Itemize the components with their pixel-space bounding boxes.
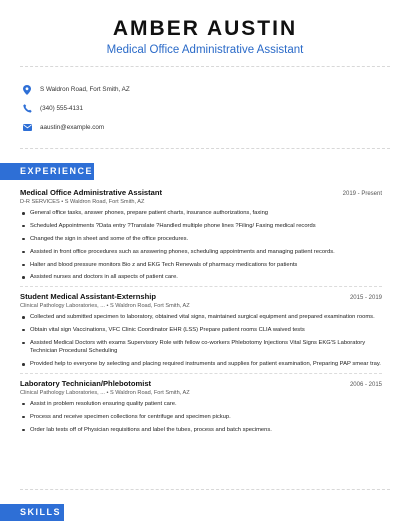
job-entry: [20, 292, 382, 369]
phone-icon: [22, 104, 32, 114]
skills-section-heading: SKILLS: [0, 504, 64, 521]
experience-list: [20, 188, 382, 434]
contact-address-row: [22, 80, 382, 99]
map-pin-icon: [22, 85, 32, 95]
job-bullet: Obtain vital sign Vaccinations, VFC Clinic Coordinator EHR (LSS) Prepare patient rooms CLIA waived tests: [20, 326, 382, 335]
job-bullet: Process and receive specimen collections for centrifuge and specimen pickup.: [20, 413, 382, 422]
job-bullets: [20, 400, 382, 434]
mail-icon: [22, 123, 32, 133]
job-bullet: Provided help to everyone by selecting and placing required instruments and supplies for patient examination, Preparing PAP smear tray.: [20, 360, 382, 369]
contact-email: aaustin@example.com: [40, 124, 105, 131]
job-bullet: Assist in problem resolution ensuring quality patient care.: [20, 400, 382, 409]
job-title: Medical Office Administrative Assistant: [20, 188, 163, 197]
job-bullets: [20, 313, 382, 369]
job-bullet: Halter and blood pressure monitors Bio z and EKG Tech Renewals of pharmacy medications for patients: [20, 261, 382, 270]
job-bullet: Collected and submitted specimen to laboratory, obtained vital signs, maintained surgical equipment and prepared examination rooms.: [20, 313, 382, 322]
job-dates: 2019 - Present: [342, 191, 382, 197]
job-bullet: Changed the sign in sheet and some of the office procedures.: [20, 235, 382, 244]
contact-divider: [20, 148, 390, 149]
resume-header: [0, 0, 410, 56]
candidate-name: AMBER AUSTIN: [112, 17, 298, 40]
job-company: Clinical Pathology Laboratories, ... • S Waldron Road, Fort Smith, AZ: [20, 303, 190, 310]
contact-email-row: [22, 118, 382, 137]
job-title: Student Medical Assistant-Externship: [20, 292, 157, 302]
job-dates: 2015 - 2019: [349, 295, 382, 302]
job-bullet: General office tasks, answer phones, prepare patient charts, insurance authorizations, faxing: [20, 209, 382, 218]
job-bullet: Assisted Medical Doctors with exams Supervisory Role with fellow co-workers Phlebotomy Injections Vital Signs EKG'S Laboratory Technician Procedural Scheduling: [20, 339, 382, 356]
contact-phone-row: [22, 99, 382, 118]
job-entry: [20, 188, 382, 282]
job-dates: 2006 - 2015: [349, 381, 382, 388]
job-bullet: Assisted in front office procedures such as answering phones, scheduling appointments and managing patient records.: [20, 248, 382, 257]
job-divider: [20, 373, 382, 374]
header-divider: [20, 66, 390, 67]
job-bullet: Scheduled Appointments ?Data entry ?Translate ?Handled multiple phone lines ?Filing/ Faxing medical records: [20, 222, 382, 231]
job-bullet: Assisted nurses and doctors in all aspects of patient care.: [20, 273, 382, 282]
experience-section-heading: EXPERIENCE: [0, 163, 94, 180]
job-bullet: Order lab tests off of Physician requisitions and label the tubes, process and batch specimens.: [20, 426, 382, 435]
skills-divider: [20, 489, 390, 490]
job-entry: [20, 379, 382, 434]
contact-phone: (340) 555-4131: [40, 105, 84, 112]
job-title: Laboratory Technician/Phlebotomist: [20, 378, 152, 388]
job-company: Clinical Pathology Laboratories, ... • S Waldron Road, Fort Smith, AZ: [20, 389, 190, 396]
job-bullets: [20, 209, 382, 282]
contact-address: S Waldron Road, Fort Smith, AZ: [40, 86, 130, 93]
candidate-title: Medical Office Administrative Assistant: [106, 44, 304, 56]
job-divider: [20, 286, 382, 287]
job-company: D-R SERVICES • S Waldron Road, Fort Smith, AZ: [20, 199, 145, 205]
contact-block: [22, 80, 382, 137]
